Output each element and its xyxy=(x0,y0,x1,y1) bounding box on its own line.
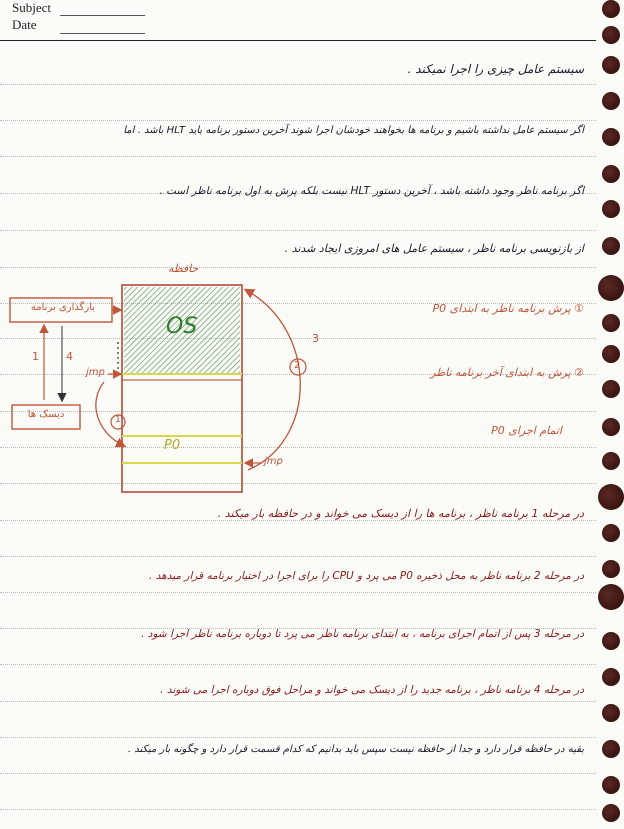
date-label: Date xyxy=(12,17,37,32)
circle-number-2: 2 xyxy=(294,360,301,371)
stage-2-text: در مرحله 2 برنامه ناظر به محل ذخیره P0 می پرد و CPU را برای اجرا در اختیار برنامه قرار میدهد . xyxy=(149,570,584,582)
note-line-2: اگر سیستم عامل نداشته باشیم و برنامه ها بخواهند خودشان اجرا شوند آخرین دستور برنامه باید HLT باشد . اما xyxy=(123,125,584,136)
note-line-3: اگر برنامه ناظر وجود داشته باشد ، آخرین دستور HLT نیست بلکه پرش به اول برنامه ناظر است . xyxy=(159,185,584,197)
arrow-number-4: 4 xyxy=(66,350,73,363)
note-line-4: از بازنویسی برنامه ناظر ، سیستم عامل های امروزی ایجاد شدند . xyxy=(284,242,584,255)
stage-1-text: در مرحله 1 برنامه ناظر ، برنامه ها را از دیسک می خواند و در حافظه بار میکند . xyxy=(217,507,584,520)
curve-arrow-left xyxy=(96,382,124,446)
note-line-1: سیستم عامل چیزی را اجرا نمیکند . xyxy=(407,62,584,76)
os-label: OS xyxy=(166,314,198,339)
footer-note: بقیه در حافظه قرار دارد و جدا از حافظه نیست سپس باید بدانیم که کدام قسمت قرار دارد و چگونه بار میکند . xyxy=(127,744,584,755)
jmp-left-label: jmp xyxy=(86,367,105,378)
jmp-right-label: jmp xyxy=(264,456,283,467)
step-note-2: ② پرش به ابتدای آخر برنامه ناظر xyxy=(430,366,584,379)
disk-label: دیسک ها xyxy=(27,409,65,420)
arrow-number-3: 3 xyxy=(312,332,319,345)
curve-arrow-right xyxy=(246,290,300,470)
stage-3-text: در مرحله 3 پس از اتمام اجرای برنامه ، به ابتدای برنامه ناظر می پرد تا دوباره برنامه ناظر اجرا شود . xyxy=(141,628,584,640)
p0-label: P0 xyxy=(164,438,181,453)
stage-4-text: در مرحله 4 برنامه ناظر ، برنامه جدید را از دیسک می خواند و مراحل فوق دوباره اجرا می شوند . xyxy=(160,684,584,696)
subject-label: Subject xyxy=(12,0,51,15)
memory-title: حافظه xyxy=(168,262,199,275)
circle-number-1: 1 xyxy=(115,415,121,425)
step-note-1: ① پرش برنامه ناظر به ابتدای P0 xyxy=(432,302,584,315)
arrow-number-1: 1 xyxy=(32,350,39,363)
step-note-3: اتمام اجرای P0 xyxy=(491,424,562,437)
loader-label: بارگذاری برنامه xyxy=(30,302,96,313)
